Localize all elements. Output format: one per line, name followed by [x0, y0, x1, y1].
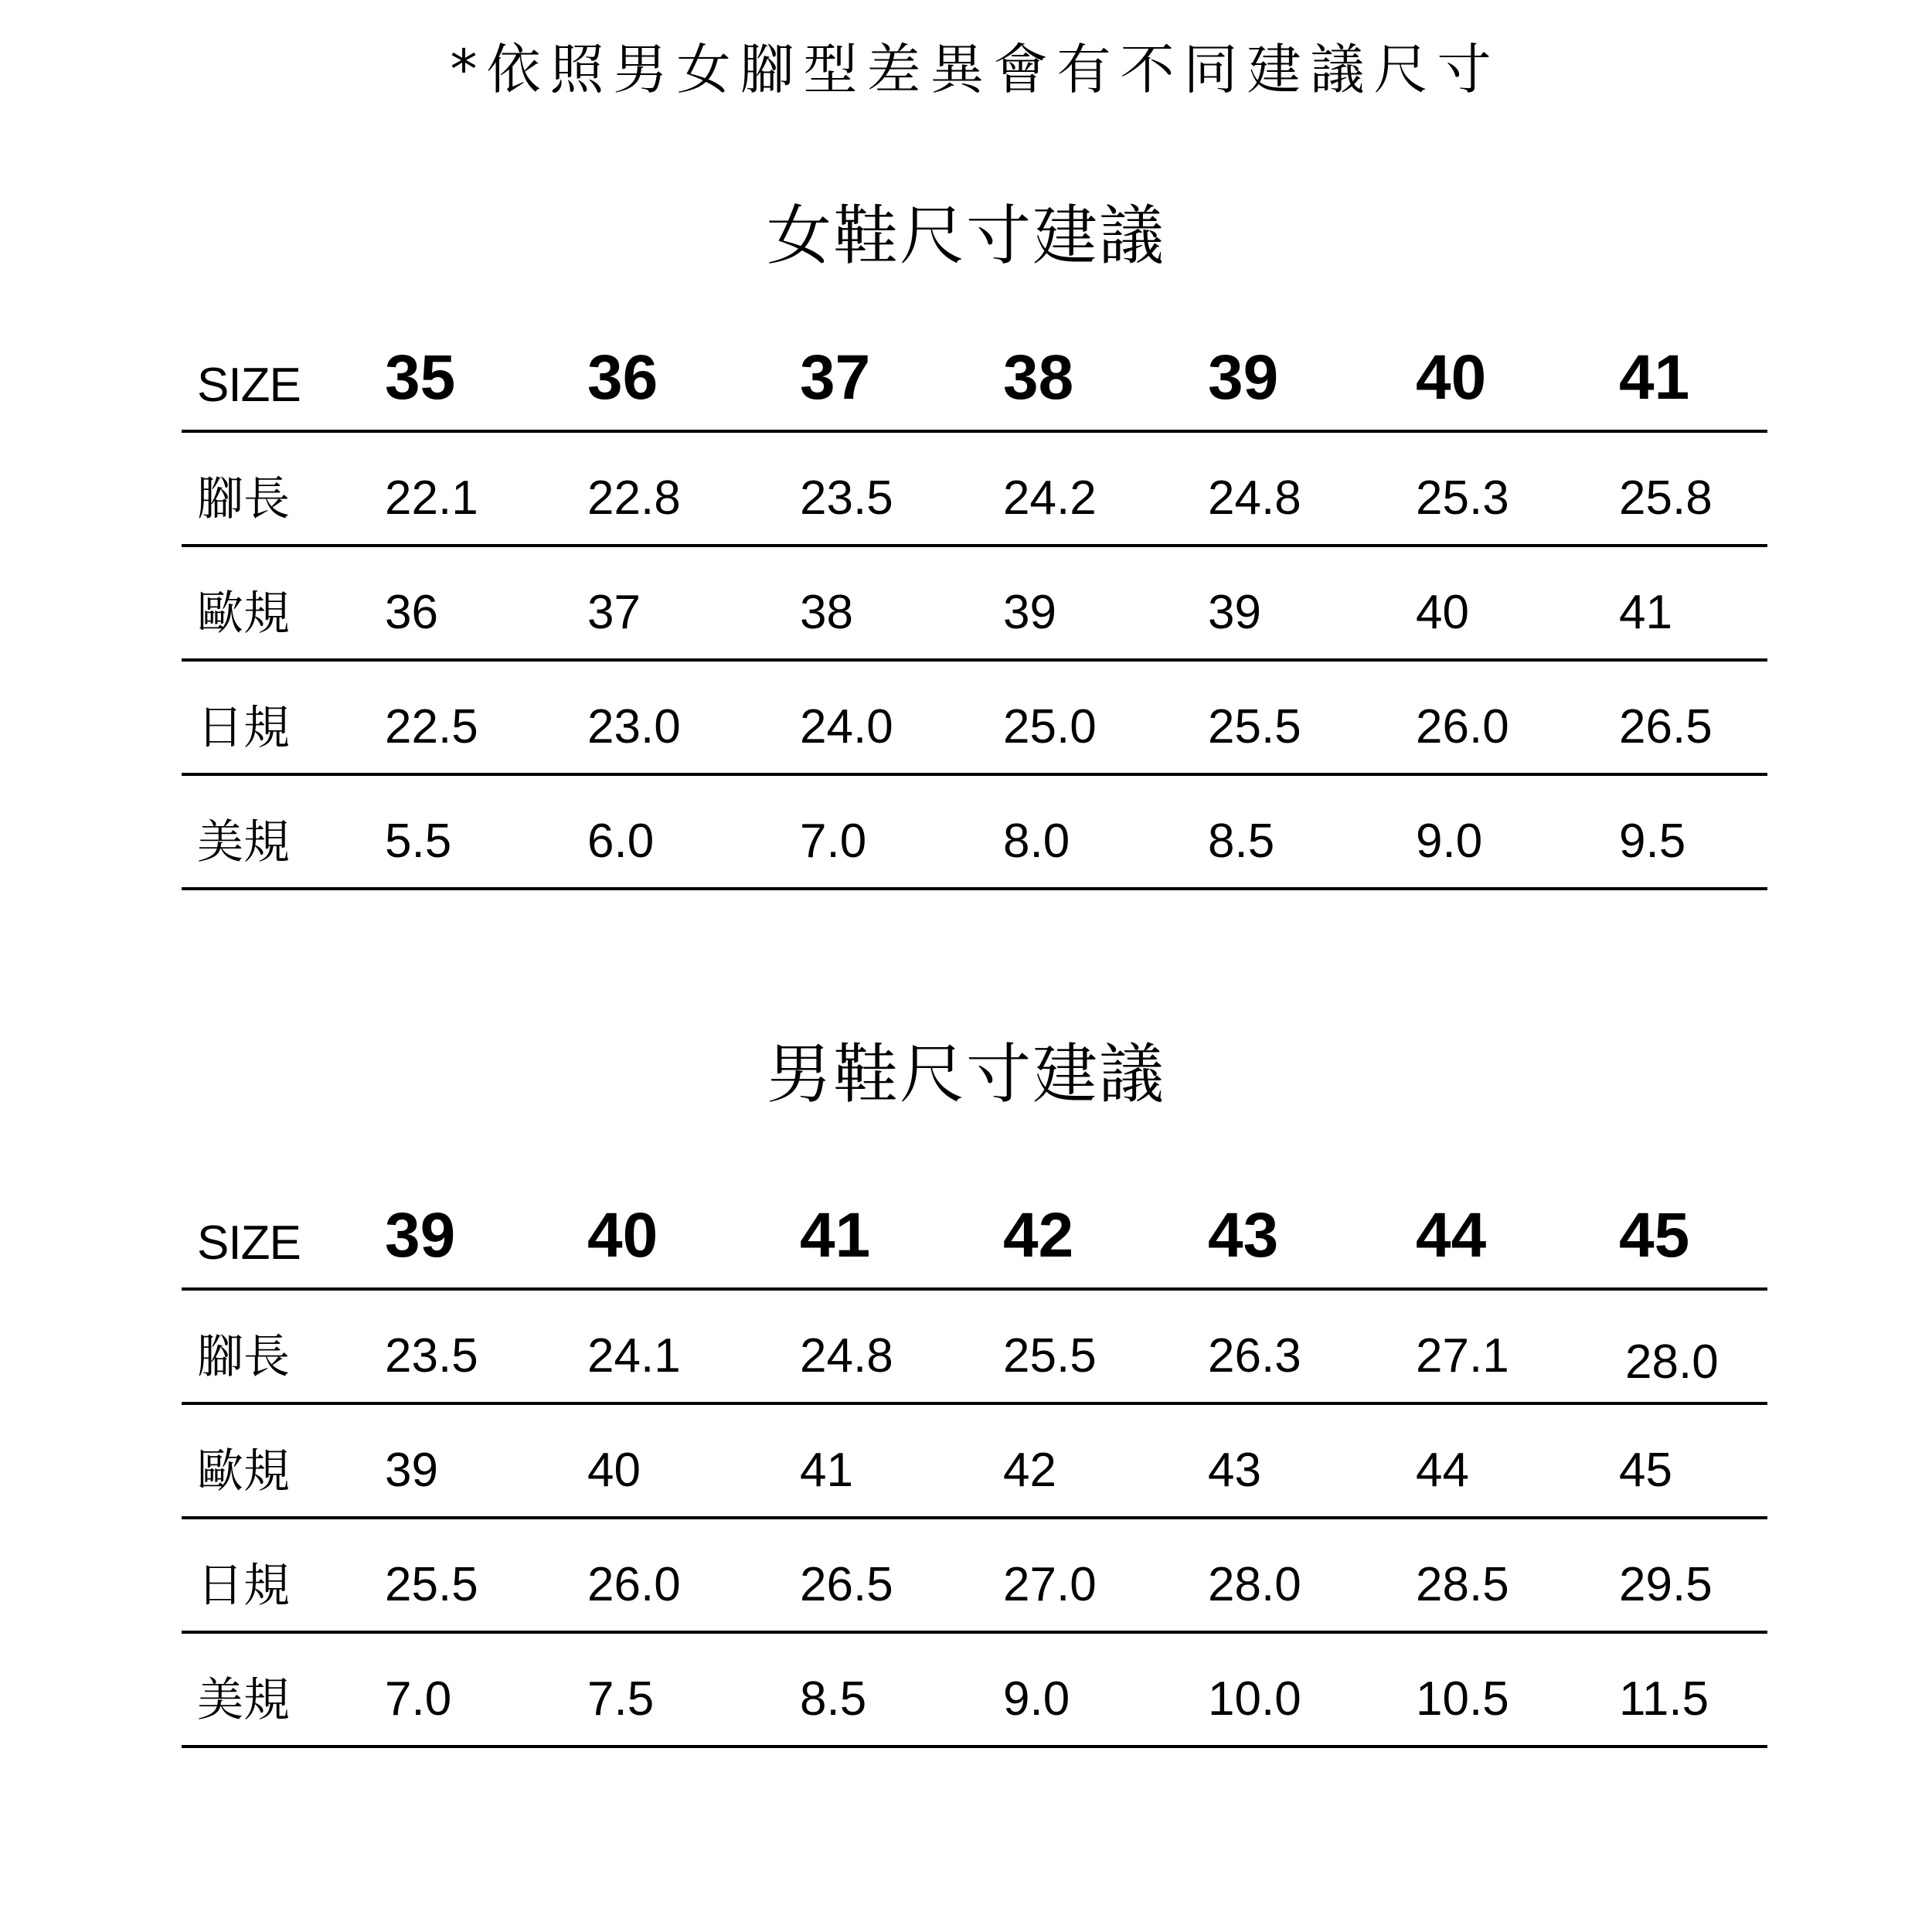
- table-cell: 28.0: [1625, 1335, 1719, 1389]
- size-header-cell: 38: [1003, 342, 1074, 413]
- table-cell: 9.0: [1003, 1672, 1070, 1726]
- table-row: [182, 1519, 1767, 1634]
- table-cell: 38: [800, 586, 853, 639]
- table-cell: 29.5: [1619, 1558, 1713, 1611]
- size-header-cell: 40: [1416, 342, 1487, 413]
- table-cell: 7.0: [385, 1672, 452, 1726]
- table-cell: 24.1: [587, 1329, 681, 1383]
- table-cell: 27.1: [1416, 1329, 1509, 1383]
- row-label: 歐規: [197, 587, 290, 641]
- size-header-cell: 43: [1208, 1200, 1279, 1270]
- size-header-cell: 41: [800, 1200, 871, 1270]
- table-cell: 24.0: [800, 700, 893, 753]
- men-size-table: [182, 1198, 1767, 1748]
- table-cell: 24.8: [800, 1329, 893, 1383]
- table-cell: 23.0: [587, 700, 681, 753]
- table-cell: 25.3: [1416, 471, 1509, 525]
- table-row: [182, 776, 1767, 890]
- table-cell: 22.5: [385, 700, 478, 753]
- size-note: *依照男女腳型差異會有不同建議尺寸: [450, 38, 1501, 101]
- table-cell: 26.5: [1619, 700, 1713, 753]
- table-cell: 26.3: [1208, 1329, 1301, 1383]
- table-cell: 6.0: [587, 815, 655, 868]
- table-cell: 39: [385, 1444, 438, 1497]
- men-size-title: 男鞋尺寸建議: [766, 1036, 1165, 1112]
- table-cell: 7.0: [800, 815, 867, 868]
- row-label: 日規: [197, 1559, 290, 1613]
- table-cell: 44: [1416, 1444, 1469, 1497]
- table-cell: 8.0: [1003, 815, 1070, 868]
- table-cell: 23.5: [385, 1329, 478, 1383]
- table-cell: 8.5: [1208, 815, 1275, 868]
- table-cell: 25.0: [1003, 700, 1097, 753]
- table-cell: 41: [1619, 586, 1672, 639]
- table-cell: 43: [1208, 1444, 1261, 1497]
- table-row: [182, 433, 1767, 547]
- table-cell: 10.0: [1208, 1672, 1301, 1726]
- table-cell: 26.0: [587, 1558, 681, 1611]
- row-label: 腳長: [197, 472, 290, 526]
- women-size-title: 女鞋尺寸建議: [766, 198, 1165, 274]
- size-header-cell: 44: [1416, 1200, 1487, 1270]
- table-row: [182, 1291, 1767, 1405]
- size-header-cell: 45: [1619, 1200, 1690, 1270]
- table-cell: 8.5: [800, 1672, 867, 1726]
- table-cell: 25.5: [1003, 1329, 1097, 1383]
- table-header-row: [182, 340, 1767, 433]
- table-cell: 41: [800, 1444, 853, 1497]
- table-cell: 25.5: [1208, 700, 1301, 753]
- women-size-table: [182, 340, 1767, 890]
- table-cell: 22.8: [587, 471, 681, 525]
- table-cell: 22.1: [385, 471, 478, 525]
- table-cell: 24.8: [1208, 471, 1301, 525]
- table-cell: 10.5: [1416, 1672, 1509, 1726]
- table-header-row: [182, 1198, 1767, 1291]
- table-cell: 28.5: [1416, 1558, 1509, 1611]
- table-cell: 24.2: [1003, 471, 1097, 525]
- row-label: 日規: [197, 701, 290, 755]
- table-cell: 27.0: [1003, 1558, 1097, 1611]
- table-cell: 25.5: [385, 1558, 478, 1611]
- size-header-cell: 37: [800, 342, 871, 413]
- size-header-cell: 41: [1619, 342, 1690, 413]
- table-cell: 40: [587, 1444, 641, 1497]
- table-row: [182, 1405, 1767, 1519]
- size-header-label: SIZE: [197, 1216, 301, 1270]
- table-cell: 45: [1619, 1444, 1672, 1497]
- row-label: 美規: [197, 815, 290, 869]
- table-cell: 9.5: [1619, 815, 1686, 868]
- table-row: [182, 662, 1767, 776]
- size-header-cell: 39: [385, 1200, 456, 1270]
- table-row: [182, 547, 1767, 662]
- table-cell: 40: [1416, 586, 1469, 639]
- size-header-cell: 42: [1003, 1200, 1074, 1270]
- table-cell: 25.8: [1619, 471, 1713, 525]
- table-cell: 36: [385, 586, 438, 639]
- table-cell: 11.5: [1619, 1672, 1709, 1726]
- row-label: 歐規: [197, 1444, 290, 1498]
- table-cell: 7.5: [587, 1672, 655, 1726]
- size-header-label: SIZE: [197, 359, 301, 412]
- table-cell: 26.0: [1416, 700, 1509, 753]
- table-cell: 28.0: [1208, 1558, 1301, 1611]
- size-header-cell: 39: [1208, 342, 1279, 413]
- table-cell: 42: [1003, 1444, 1056, 1497]
- row-label: 腳長: [197, 1330, 290, 1384]
- table-cell: 26.5: [800, 1558, 893, 1611]
- table-cell: 23.5: [800, 471, 893, 525]
- table-row: [182, 1634, 1767, 1748]
- size-header-cell: 36: [587, 342, 658, 413]
- size-header-cell: 40: [587, 1200, 658, 1270]
- row-label: 美規: [197, 1673, 290, 1727]
- table-cell: 39: [1208, 586, 1261, 639]
- table-cell: 37: [587, 586, 641, 639]
- table-cell: 9.0: [1416, 815, 1483, 868]
- table-cell: 5.5: [385, 815, 452, 868]
- size-header-cell: 35: [385, 342, 456, 413]
- table-cell: 39: [1003, 586, 1056, 639]
